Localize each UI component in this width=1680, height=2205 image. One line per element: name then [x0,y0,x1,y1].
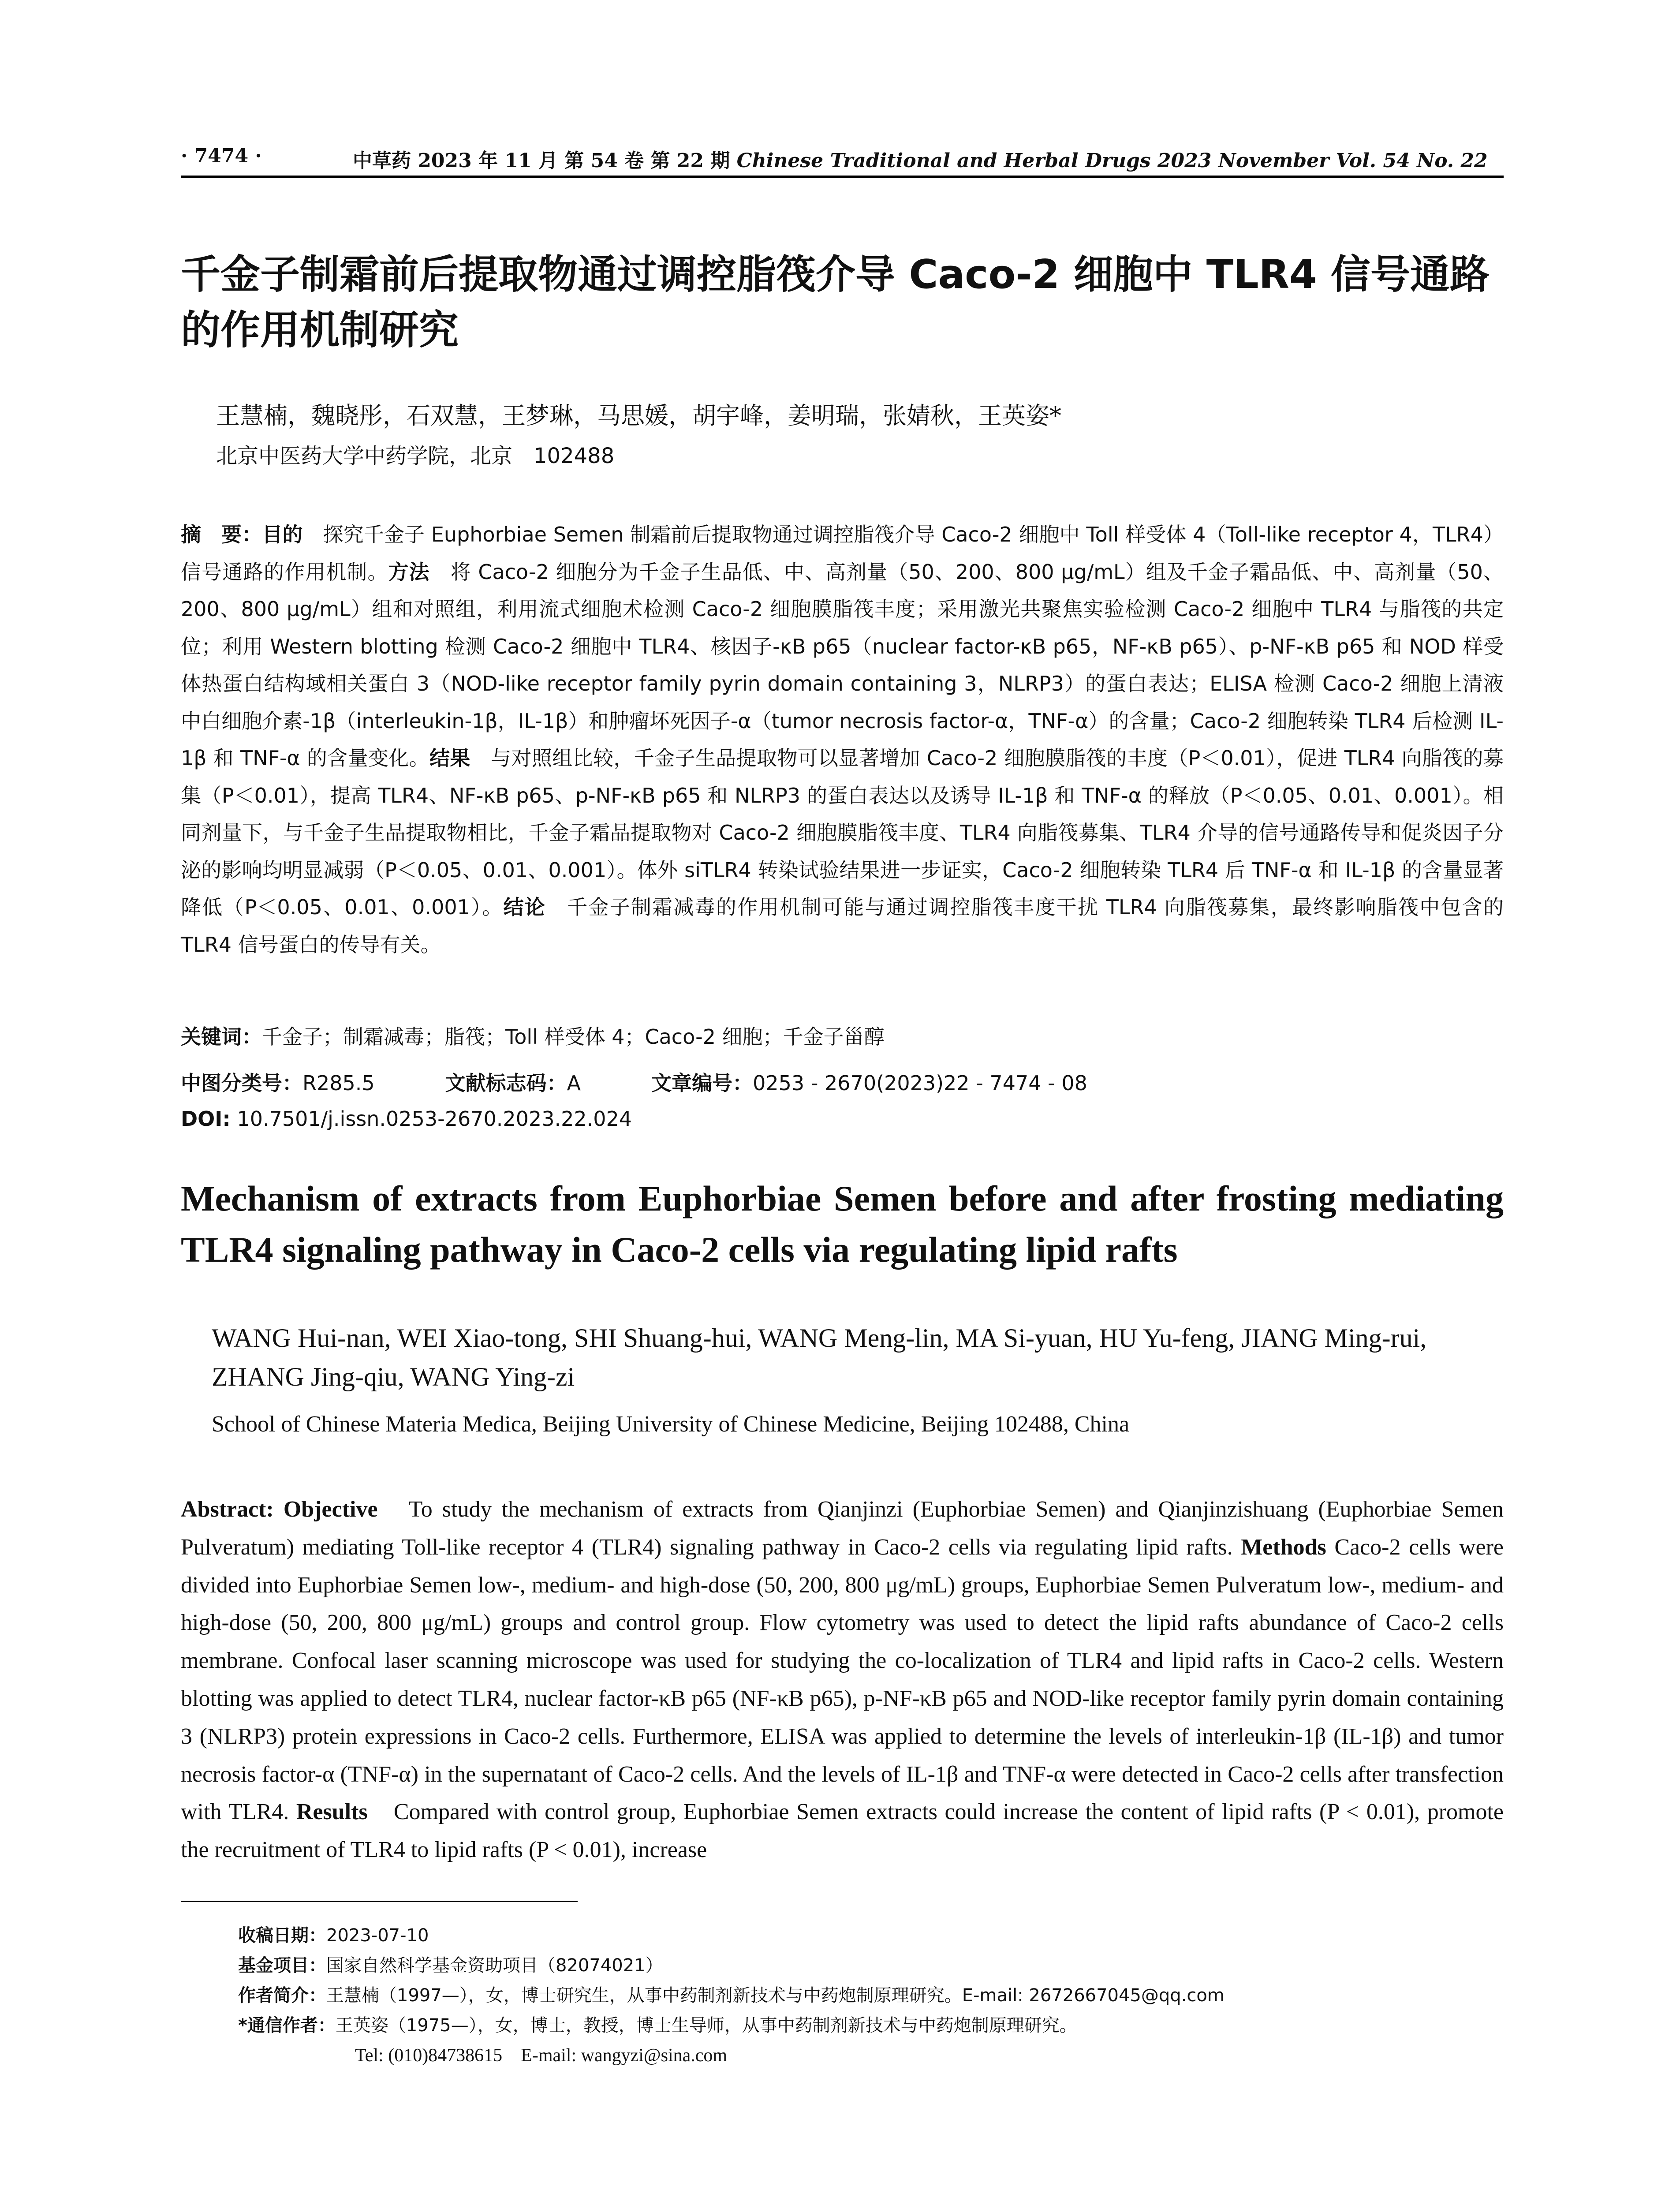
corresponding-label: *通信作者： [238,2015,336,2036]
journal-citation-en: Chinese Traditional and Herbal Drugs 2023 November Vol. 54 No. 22 [736,149,1488,172]
results-text-en: Compared with control group, Euphorbiae Semen extracts could increase the content of lipid rafts (P < 0.01), promote the recruitment of TLR4 to lipid rafts (P < 0.01), increase [181,1799,1504,1863]
fund-text: 国家自然科学基金资助项目（82074021） [326,1955,663,1976]
keywords: 千金子；制霜减毒；脂筏；Toll 样受体 4；Caco-2 细胞；千金子甾醇 [262,1025,885,1049]
received-date: 2023-07-10 [326,1925,429,1946]
footnote-rule [181,1901,578,1902]
chinese-affiliation: 北京中医药大学中药学院，北京 102488 [216,444,615,468]
english-affiliation: School of Chinese Materia Medica, Beijing University of Chinese Medicine, Beijing 102488, China [212,1412,1130,1437]
abstract-label-cn: 摘 要： [181,523,262,546]
footnote-contact: Tel: (010)84738615 E-mail: wangyzi@sina.com [355,2045,728,2066]
journal-citation [353,145,1488,173]
bio-text: 王慧楠（1997—），女，博士研究生，从事中药制剂新技术与中药炮制原理研究。E-mail: 2672667045@qq.com [326,1985,1225,2006]
fund-label: 基金项目： [238,1955,326,1976]
english-abstract [181,1491,1504,1869]
footnotes [238,1921,1504,2070]
methods-text-en: Caco-2 cells were divided into Euphorbiae Semen low-, medium- and high-dose (50, 200, 800 μg/mL) groups, Euphorbiae Semen Pulveratum low-, medium- and high-dose (50, 200, 800 μg/mL) groups and control group. Flow cytometry was used to detect the lipid rafts abundance of Caco-2 cells membrane. Confocal laser scanning microscope was used for studying the co-localization of TLR4 and lipid rafts in Caco-2 cells. Western blotting was applied to detect TLR4, nuclear factor-κB p65 (NF-κB p65), p-NF-κB p65 and NOD-like receptor family pyrin domain containing 3 (NLRP3) protein expressions in Caco-2 cells. Furthermore, ELISA was applied to determine the levels of interleukin-1β (IL-1β) and tumor necrosis factor-α (TNF-α) in the supernatant of Caco-2 cells. And the levels of IL-1β and TNF-α were detected in Caco-2 cells after transfection with TLR4. [181,1534,1504,1825]
abstract-label-en: Abstract: Objective [181,1497,378,1522]
footnote-corresponding [238,2011,1504,2041]
english-authors: WANG Hui-nan, WEI Xiao-tong, SHI Shuang-hui, WANG Meng-lin, MA Si-yuan, HU Yu-feng, JIANG Ming-rui, ZHANG Jing-qiu, WANG Ying-zi [212,1323,1427,1391]
clc-label: 中图分类号： [181,1071,302,1095]
journal-citation-cn: 中草药 2023 年 11 月 第 54 卷 第 22 期 [353,149,730,172]
doc-code-label: 文献标志码： [445,1071,567,1095]
doi-line [181,1107,1504,1131]
header-rule [181,176,1504,178]
results-text-cn: 与对照组比较，千金子生品提取物可以显著增加 Caco-2 细胞膜脂筏的丰度（P＜0.01），促进 TLR4 向脂筏的募集（P＜0.01），提高 TLR4、NF-κB p65、p-NF-κB p65 和 NLRP3 的蛋白表达以及诱导 IL-1β 和 TNF-α 的释放（P＜0.05、0.01、0.001）。相同剂量下，与千金子生品提取物相比，千金子霜品提取物对 Caco-2 细胞膜脂筏丰度、TLR4 向脂筏募集、TLR4 介导的信号通路传导和促炎因子分泌的影响均明显减弱（P＜0.05、0.01、0.001）。体外 siTLR4 转染试验结果进一步证实，Caco-2 细胞转染 TLR4 后 TNF-α 和 IL-1β 的含量显著降低（P＜0.05、0.01、0.001）。 [181,746,1504,919]
running-header [181,140,1504,180]
methods-label-cn: 方法 [388,560,430,584]
english-title: Mechanism of extracts from Euphorbiae Semen before and after frosting mediating TLR4 signaling pathway in Caco-2 cells via regulating lipid rafts [181,1178,1504,1270]
article-number: 0253 - 2670(2023)22 - 7474 - 08 [753,1071,1087,1095]
results-label-cn: 结果 [429,746,470,770]
methods-label-en: Methods [1241,1534,1326,1560]
doi: 10.7501/j.issn.0253-2670.2023.22.024 [230,1107,632,1131]
doc-code: A [567,1071,581,1095]
clc-code: R285.5 [302,1071,375,1095]
footnote-received [238,1921,1504,1951]
footnote-fund [238,1951,1504,1981]
keywords-label: 关键词： [181,1025,262,1049]
conclusion-text-cn: 千金子制霜减毒的作用机制可能与通过调控脂筏丰度干扰 TLR4 向脂筏募集，最终影响脂筏中包含的 TLR4 信号蛋白的传导有关。 [181,895,1504,957]
received-label: 收稿日期： [238,1925,326,1946]
page-number: · 7474 · [181,145,262,167]
objective-label-cn: 目的 [262,523,303,546]
conclusion-label-cn: 结论 [503,895,546,919]
chinese-title: 千金子制霜前后提取物通过调控脂筏介导 Caco-2 细胞中 TLR4 信号通路的作用机制研究 [181,251,1490,353]
keywords-line [181,1021,1504,1050]
corresponding-text: 王英姿（1975—），女，博士，教授，博士生导师，从事中药制剂新技术与中药炮制原理研究。 [335,2015,1077,2036]
classification-line [181,1067,1504,1096]
chinese-abstract [181,516,1504,963]
results-label-en: Results [296,1799,368,1825]
chinese-authors: 王慧楠，魏晓彤，石双慧，王梦琳，马思媛，胡宇峰，姜明瑞，张婧秋，王英姿* [216,402,1061,430]
doi-label: DOI: [181,1107,231,1131]
objective-text-cn: 探究千金子 Euphorbiae Semen 制霜前后提取物通过调控脂筏介导 Caco-2 细胞中 Toll 样受体 4（Toll-like receptor 4，TLR4）信号通路的作用机制。 [181,523,1504,584]
methods-text-cn: 将 Caco-2 细胞分为千金子生品低、中、高剂量（50、200、800 μg/mL）组及千金子霜品低、中、高剂量（50、200、800 μg/mL）组和对照组，利用流式细胞术检测 Caco-2 细胞膜脂筏丰度；采用激光共聚焦实验检测 Caco-2 细胞中 TLR4 与脂筏的共定位；利用 Western blotting 检测 Caco-2 细胞中 TLR4、核因子-κB p65（nuclear factor-κB p65，NF-κB p65）、p-NF-κB p65 和 NOD 样受体热蛋白结构域相关蛋白 3（NOD-like receptor family pyrin domain containing 3，NLRP3）的蛋白表达；ELISA 检测 Caco-2 细胞上清液中白细胞介素-1β（interleukin-1β，IL-1β）和肿瘤坏死因子-α（tumor necrosis factor-α，TNF-α）的含量；Caco-2 细胞转染 TLR4 后检测 IL-1β 和 TNF-α 的含量变化。 [181,560,1504,770]
bio-label: 作者简介： [238,1985,326,2006]
article-number-label: 文章编号： [651,1071,753,1095]
objective-text-en: To study the mechanism of extracts from Qianjinzi (Euphorbiae Semen) and Qianjinzishuang (Euphorbiae Semen Pulveratum) mediating Toll-like receptor 4 (TLR4) signaling pathway in Caco-2 cells via regulating lipid rafts. [181,1497,1504,1560]
footnote-author-bio [238,1981,1504,2011]
